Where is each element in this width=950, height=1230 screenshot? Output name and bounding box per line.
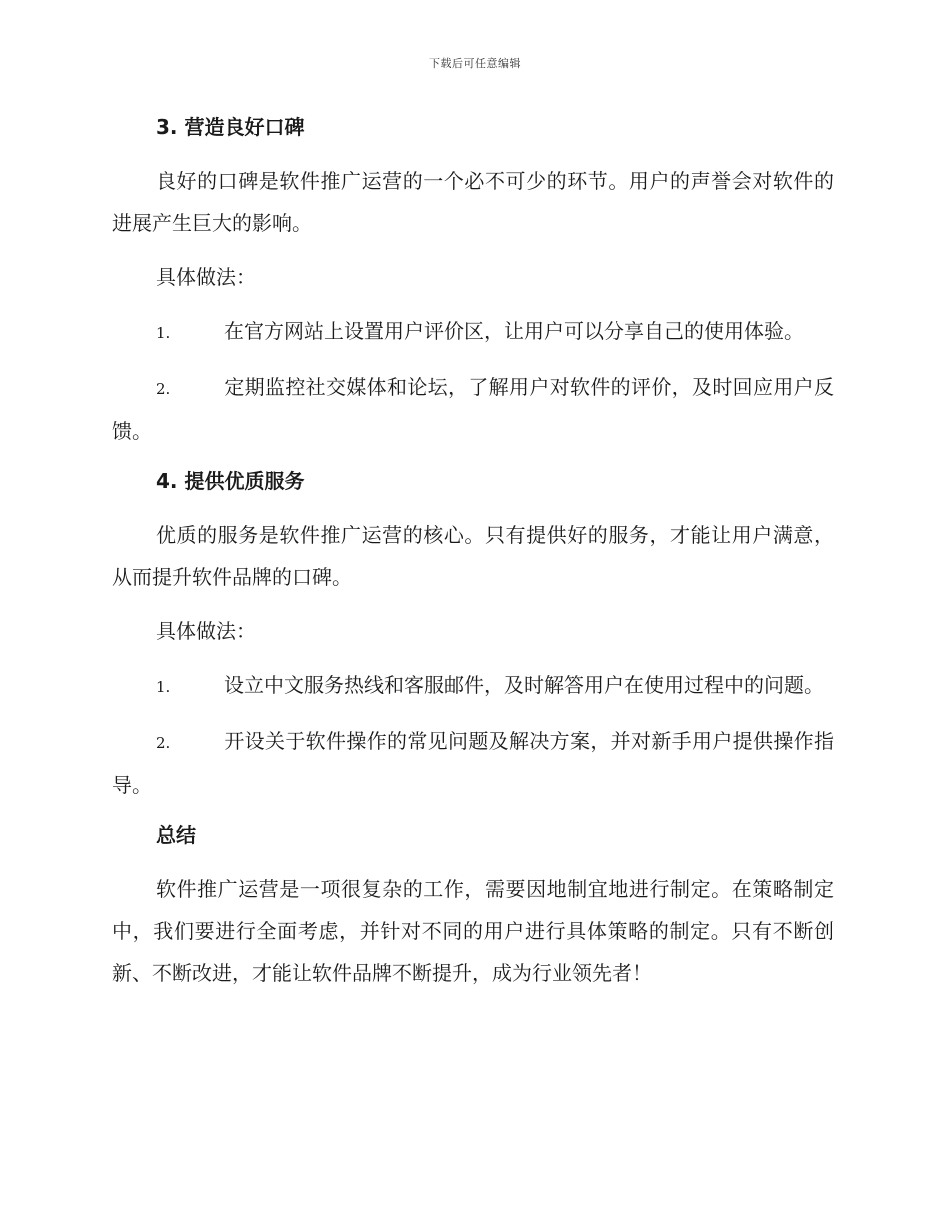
- section-heading: 3. 营造良好口碑: [156, 115, 305, 139]
- list-item-number: 2.: [156, 734, 171, 752]
- list-item-text: 开设关于软件操作的常见问题及解决方案，并对新手用户提供操作指导。: [112, 729, 834, 797]
- list-item-text: 定期监控社交媒体和论坛，了解用户对软件的评价，及时回应用户反馈。: [112, 375, 834, 443]
- method-label: 具体做法：: [156, 619, 256, 643]
- section-intro: 优质的服务是软件推广运营的核心。只有提供好的服务，才能让用户满意，从而提升软件品牌的口碑。: [112, 523, 834, 589]
- list-item: [112, 720, 834, 806]
- section-intro: 良好的口碑是软件推广运营的一个必不可少的环节。用户的声誉会对软件的进展产生巨大的影响。: [112, 169, 834, 235]
- list-item: [112, 310, 834, 354]
- page-header: 下载后可任意编辑: [429, 57, 521, 70]
- method-label: 具体做法：: [156, 265, 256, 289]
- list-item-number: 1.: [156, 678, 171, 696]
- list-item-text: 设立中文服务热线和客服邮件，及时解答用户在使用过程中的问题。: [224, 673, 824, 697]
- summary-heading: 总结: [156, 823, 196, 847]
- list-item-text: 在官方网站上设置用户评价区，让用户可以分享自己的使用体验。: [224, 319, 804, 343]
- list-item-number: 1.: [156, 324, 171, 342]
- summary-text: 软件推广运营是一项很复杂的工作，需要因地制宜地进行制定。在策略制定中，我们要进行全面考虑，并针对不同的用户进行具体策略的制定。只有不断创新、不断改进，才能让软件品牌不断提升，成为行业领先者！: [112, 877, 834, 985]
- list-item: [112, 366, 834, 452]
- document-body: [112, 110, 834, 1006]
- list-item: [112, 664, 834, 708]
- list-item-number: 2.: [156, 380, 171, 398]
- section-heading: 4. 提供优质服务: [156, 469, 305, 493]
